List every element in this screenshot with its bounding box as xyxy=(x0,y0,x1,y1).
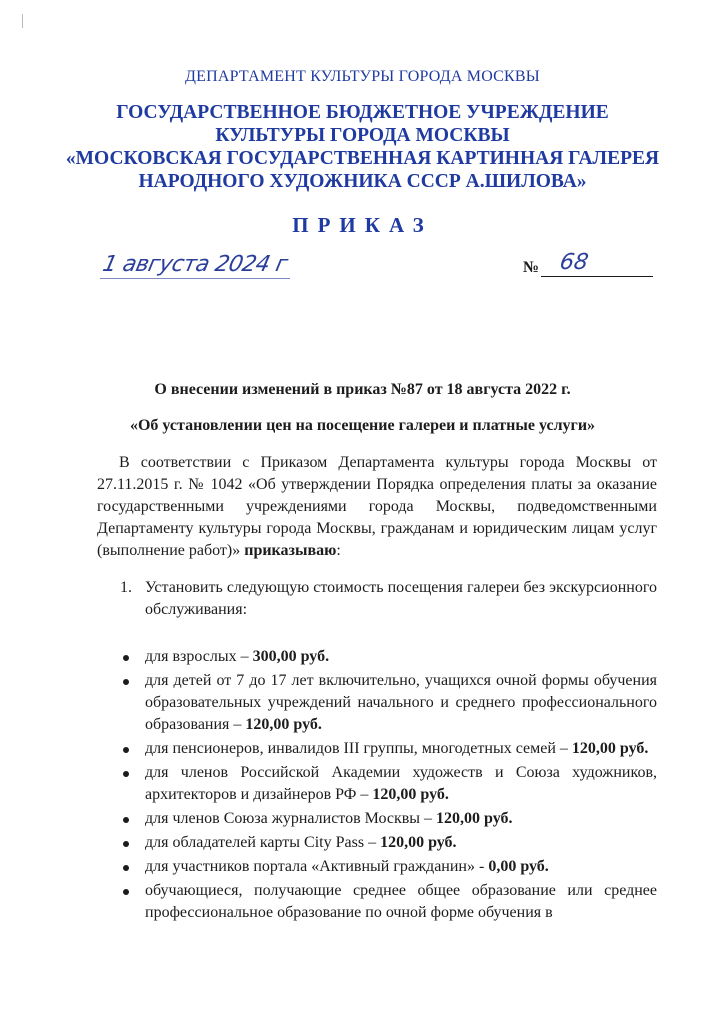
organization-line-2: КУЛЬТУРЫ ГОРОДА МОСКВЫ xyxy=(215,125,510,146)
organization-line-4: НАРОДНОГО ХУДОЖНИКА СССР А.ШИЛОВА» xyxy=(138,171,587,192)
price-list-item: для членов Союза журналистов Москвы – 120,00 руб. xyxy=(120,808,657,830)
subject-line-2: «Об установлении цен на посещение галереи и платные услуги» xyxy=(129,417,596,434)
preamble-colon: : xyxy=(336,542,341,559)
bullet-dot-icon xyxy=(123,655,129,661)
organization-name xyxy=(30,101,695,193)
price-list-item: обучающиеся, получающие среднее общее образование или среднее профессиональное образование по очной форме обучения в xyxy=(120,880,657,924)
item-text: Установить следующую стоимость посещения галереи без экскурсионного обслуживания: xyxy=(145,579,657,618)
bullet-dot-icon xyxy=(123,865,129,871)
subject-line-1: О внесении изменений в приказ №87 от 18 августа 2022 г. xyxy=(154,381,571,398)
number-underline xyxy=(541,276,653,277)
price-list-item: для участников портала «Активный гражданин» - 0,00 руб. xyxy=(120,856,657,878)
bullet-dot-icon xyxy=(123,679,129,685)
handwritten-date: 1 августа 2024 г xyxy=(100,252,290,277)
bullet-dot-icon xyxy=(123,771,129,777)
preamble-text: В соответствии с Приказом Департамента культуры города Москвы от 27.11.2015 г. № 1042 «Об утверждении Порядка определения платы за оказание государственными учреждениями города Москвы, подведомственными Департаменту культуры города Москвы, гражданам и юридическим лицам услуг (выполнение работ)» xyxy=(97,454,657,559)
document-type-title: ПРИКАЗ xyxy=(292,213,433,237)
price-list-item: для обладателей карты City Pass – 120,00 руб. xyxy=(120,832,657,854)
organization-line-1: ГОСУДАРСТВЕННОЕ БЮДЖЕТНОЕ УЧРЕЖДЕНИЕ xyxy=(116,102,609,123)
price-list-item: для взрослых – 300,00 руб. xyxy=(120,646,657,668)
bullet-dot-icon xyxy=(123,817,129,823)
scan-edge-mark xyxy=(22,14,23,28)
price-list xyxy=(120,646,657,926)
preamble-order-word: приказываю xyxy=(244,542,337,559)
item-number: 1. xyxy=(120,579,132,596)
price-list-item: для пенсионеров, инвалидов III группы, многодетных семей – 120,00 руб. xyxy=(120,738,657,760)
preamble-paragraph xyxy=(97,452,657,562)
bullet-dot-icon xyxy=(123,889,129,895)
handwritten-number: 68 xyxy=(557,250,591,275)
department-name: ДЕПАРТАМЕНТ КУЛЬТУРЫ ГОРОДА МОСКВЫ xyxy=(185,68,540,85)
numbered-item-1 xyxy=(120,577,657,621)
bullet-dot-icon xyxy=(123,841,129,847)
price-list-item: для детей от 7 до 17 лет включительно, учащихся очной формы обучения образовательных учреждений начального и среднего профессионального образования – 120,00 руб. xyxy=(120,670,657,736)
bullet-dot-icon xyxy=(123,747,129,753)
date-underline xyxy=(100,278,290,279)
number-label: № xyxy=(523,259,540,276)
price-list-item: для членов Российской Академии художеств и Союза художников, архитекторов и дизайнеров РФ – 120,00 руб. xyxy=(120,762,657,806)
organization-line-3: «МОСКОВСКАЯ ГОСУДАРСТВЕННАЯ КАРТИННАЯ ГАЛЕРЕЯ xyxy=(65,148,660,169)
